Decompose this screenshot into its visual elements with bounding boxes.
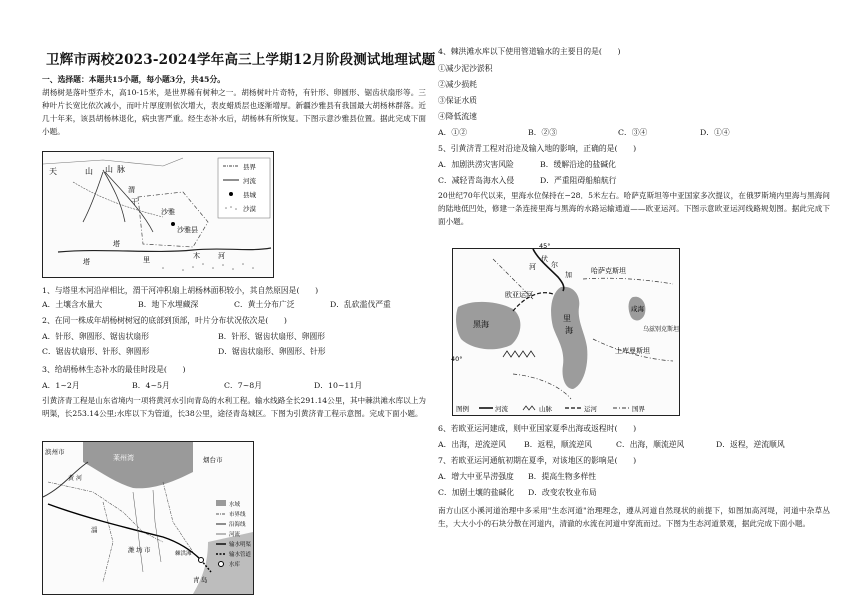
map3-svg [451,242,680,415]
q2-stem: 2、在同一株成年胡杨树树冠的底部到顶部，叶片分布状况依次是( ) [42,316,287,325]
map2-legend: 水库 [229,562,241,568]
passage-3: 20世纪70年代以来，里海水位保持在−28．5米左右。哈萨克斯坦等中亚国家多次提议，在俄罗斯境内里海与黑海间的陆地低凹处，修建一条连接里海与黑海的水路运输通道——欧亚运河。下图示意欧亚运河线路规划图。据此完成下面小题。 [438,191,830,226]
map1-label: 里 [143,256,150,264]
map1-label: 沙雅县 [177,226,198,234]
map2-label: 淄 [91,526,98,534]
q7-stem: 7、若欧亚运河通航初期在夏季，对该地区的影响是( ) [438,456,637,465]
map1-label: 塔 [83,258,90,266]
map2-label: 岛 [201,576,208,584]
q6-option-a[interactable]: A．出海，逆流逆风 [438,440,507,449]
map2-label: 市 [144,546,151,554]
q4-options [438,127,830,139]
map2-label: 莱州湾 [113,454,134,462]
map2-label: 烟台市 [203,456,223,464]
map3-legend: 运河 [584,405,597,413]
map2-label: 滨州市 [45,448,65,456]
map3-label: 乌兹别克斯坦 [643,326,680,333]
map1-label: 脉 [117,165,125,174]
map3-label: 河 [529,263,536,271]
map3-legend: 河流 [495,405,508,413]
map3-label: 40° [451,355,463,363]
q2-options [42,331,426,361]
map3-legend: 国界 [632,405,645,413]
q1-stem: 1、与塔里木河沿岸相比，渭干河冲积扇上胡杨林面积较小，其自然原因是( ) [42,286,319,295]
passage-4: 南方山区小溪河道治理中多采用"生态河道"治理理念，遵从河道自然现状的前提下，如图加高河堤，河道中杂草丛生，大大小小的石块分散在河道内，清澈的水流在河道中穿流而过。下图为生态河道景观，据此完成下面小题。 [438,506,830,528]
map1-label: 河 [218,252,225,260]
map3-legend-title: 图例 [456,405,469,413]
q4-option-a[interactable]: A．①② [438,128,468,137]
map3-label: 欧亚运河 [505,291,533,299]
map3-label: 尔 [551,261,558,269]
map3-label: 45° [539,242,551,250]
map3-label: 海 [565,326,573,335]
map1-label: 木 [193,252,200,260]
q3-stem: 3、给胡杨林生态补水的最佳时段是( ) [42,365,186,374]
map3-label: 加 [565,271,572,279]
map1-label: 天 [49,167,57,176]
map2-svg [43,442,253,594]
q6-option-c[interactable]: C．出海，顺流逆风 [616,440,685,449]
county-seat-marker [171,222,175,226]
map1-label: 塔 [113,240,120,248]
q5-options [438,159,830,189]
q2-option-c[interactable]: C．锯齿状扇形、针形、卵圆形 [42,347,150,356]
q3-option-d[interactable]: D．10~11月 [314,381,363,390]
q5-option-c[interactable]: C．减轻青岛海水入侵 [438,176,515,185]
map1-label: 渭 [128,186,135,194]
map1-legend: 县城 [243,191,256,199]
q4-statement-1: ①减少泥沙淤积 [438,64,493,73]
q7-option-a[interactable]: A．增大中亚旱涝强度 [438,472,514,481]
q5-option-b[interactable]: B．缓解沿途的盐碱化 [540,160,616,169]
q6-options [438,439,830,451]
map1-legend: 县界 [243,163,256,171]
q7-options [438,471,830,501]
shaya-map-svg [43,152,273,277]
q1-option-a[interactable]: A．土壤含水量大 [42,300,103,309]
q6-stem: 6、若欧亚运河建成，则中亚国家夏季出海或返程时( ) [438,424,637,433]
q6-option-b[interactable]: B．返程，顺流逆风 [524,440,593,449]
map2-label: 河 [76,475,83,482]
map1-legend: 沙漠 [243,205,256,213]
q5-option-a[interactable]: A．加剧洪涝灾害风险 [438,160,514,169]
q4-statement-2: ②减少损耗 [438,80,477,89]
map2-legend: 输水明渠 [229,542,252,548]
map3-label: 黑海 [473,320,489,329]
page-title: 卫辉市两校2023-2024学年高三上学期12月阶段测试地理试题 [46,52,436,68]
map1-label: 干 [131,198,138,206]
q4-option-b[interactable]: B．②③ [528,128,558,137]
map3-label: 土库曼斯坦 [615,347,650,355]
q3-option-c[interactable]: C．7~8月 [224,381,263,390]
map3-label: 里 [563,314,571,323]
q1-option-b[interactable]: B．地下水埋藏深 [138,300,199,309]
map1-legend: 河流 [243,177,256,185]
q4-stem: 4、棘洪滩水库以下使用管道输水的主要目的是( ) [438,47,621,56]
q1-option-c[interactable]: C．黄土分布广泛 [234,300,295,309]
shaya-county-map [42,151,274,278]
passage-1: 胡杨树是落叶型乔木，高10-15米，是世界稀有树种之一。胡杨树叶片奇特，有针形、卵圆形、锯齿状扇形等。三种叶片长宽比依次减小，而叶片厚度则依次增大，表皮蜡质层也逐渐增厚。新疆沙雅县有我国最大胡杨林群落。近几十年来，该县胡杨林退化，病虫害严重。经生态补水后，胡杨林有所恢复。下图示意沙雅县位置。据此完成下面小题。 [42,88,426,136]
section-heading: 一、选择题：本题共15小题，每小题3分，共45分。 [42,75,226,84]
q6-option-d[interactable]: D．返程，逆流顺风 [716,440,785,449]
q3-options [42,380,426,392]
map3-label: 哈萨克斯坦 [591,267,626,275]
map1-label: 沙雅 [161,208,175,216]
q1-option-d[interactable]: D．乱砍滥伐严重 [330,300,391,309]
q2-option-b[interactable]: B．针形、锯齿状扇形、卵圆形 [218,332,326,341]
q4-statement-3: ③保证水质 [438,96,477,105]
q4-option-d[interactable]: D．①④ [700,128,730,137]
q3-option-b[interactable]: B．4~5月 [132,381,170,390]
map2-legend: 市界线 [229,512,246,518]
map2-label: 坊 [136,546,143,554]
map2-label: 黄 [68,475,75,482]
q5-option-d[interactable]: D．严重阻碍船舶航行 [540,176,617,185]
map1-label: 山 [85,167,93,176]
map3-legend: 山脉 [539,405,552,413]
q4-statement-4: ④降低流速 [438,112,477,121]
q7-option-b[interactable]: B．提高生物多样性 [528,472,597,481]
map2-label: 棘洪滩 [175,551,192,557]
map2-legend: 输水管道 [229,552,252,558]
q3-option-a[interactable]: A．1~2月 [42,381,80,390]
map2-legend: 水域 [229,502,241,508]
map2-label: 潍 [128,546,135,554]
q7-option-c[interactable]: C．加剧土壤的盐碱化 [438,488,515,497]
map2-legend: 沿海线 [229,522,246,528]
map2-label: 青 [193,576,200,584]
jihongtan-reservoir-marker [199,558,204,563]
eurasian-canal-map [451,242,680,416]
yellow-river-qingdao-map [42,441,254,595]
map3-label: 咸海 [631,305,644,313]
map1-label: 山 [105,165,113,174]
q1-options [42,299,426,311]
q2-option-a[interactable]: A．针形、卵圆形、锯齿状扇形 [42,332,149,341]
map3-label: 伏 [541,255,548,263]
map2-legend: 河流 [229,532,241,538]
passage-2: 引黄济青工程是山东省境内一项将黄河水引向青岛的水利工程。输水线路全长291.14公里，其中棘洪滩水库以上为明渠，长253.14公里;水库以下为管道，长38公里，途径青岛城区。下图为引黄济青工程示意图。完成下面小题。 [42,396,426,418]
q7-option-d[interactable]: D．改变农牧业布局 [528,488,597,497]
q2-option-d[interactable]: D．锯齿状扇形、卵圆形、针形 [218,347,326,356]
q4-option-c[interactable]: C．③④ [618,128,648,137]
q5-stem: 5、引黄济青工程对沿途及输入地的影响，正确的是( ) [438,144,637,153]
